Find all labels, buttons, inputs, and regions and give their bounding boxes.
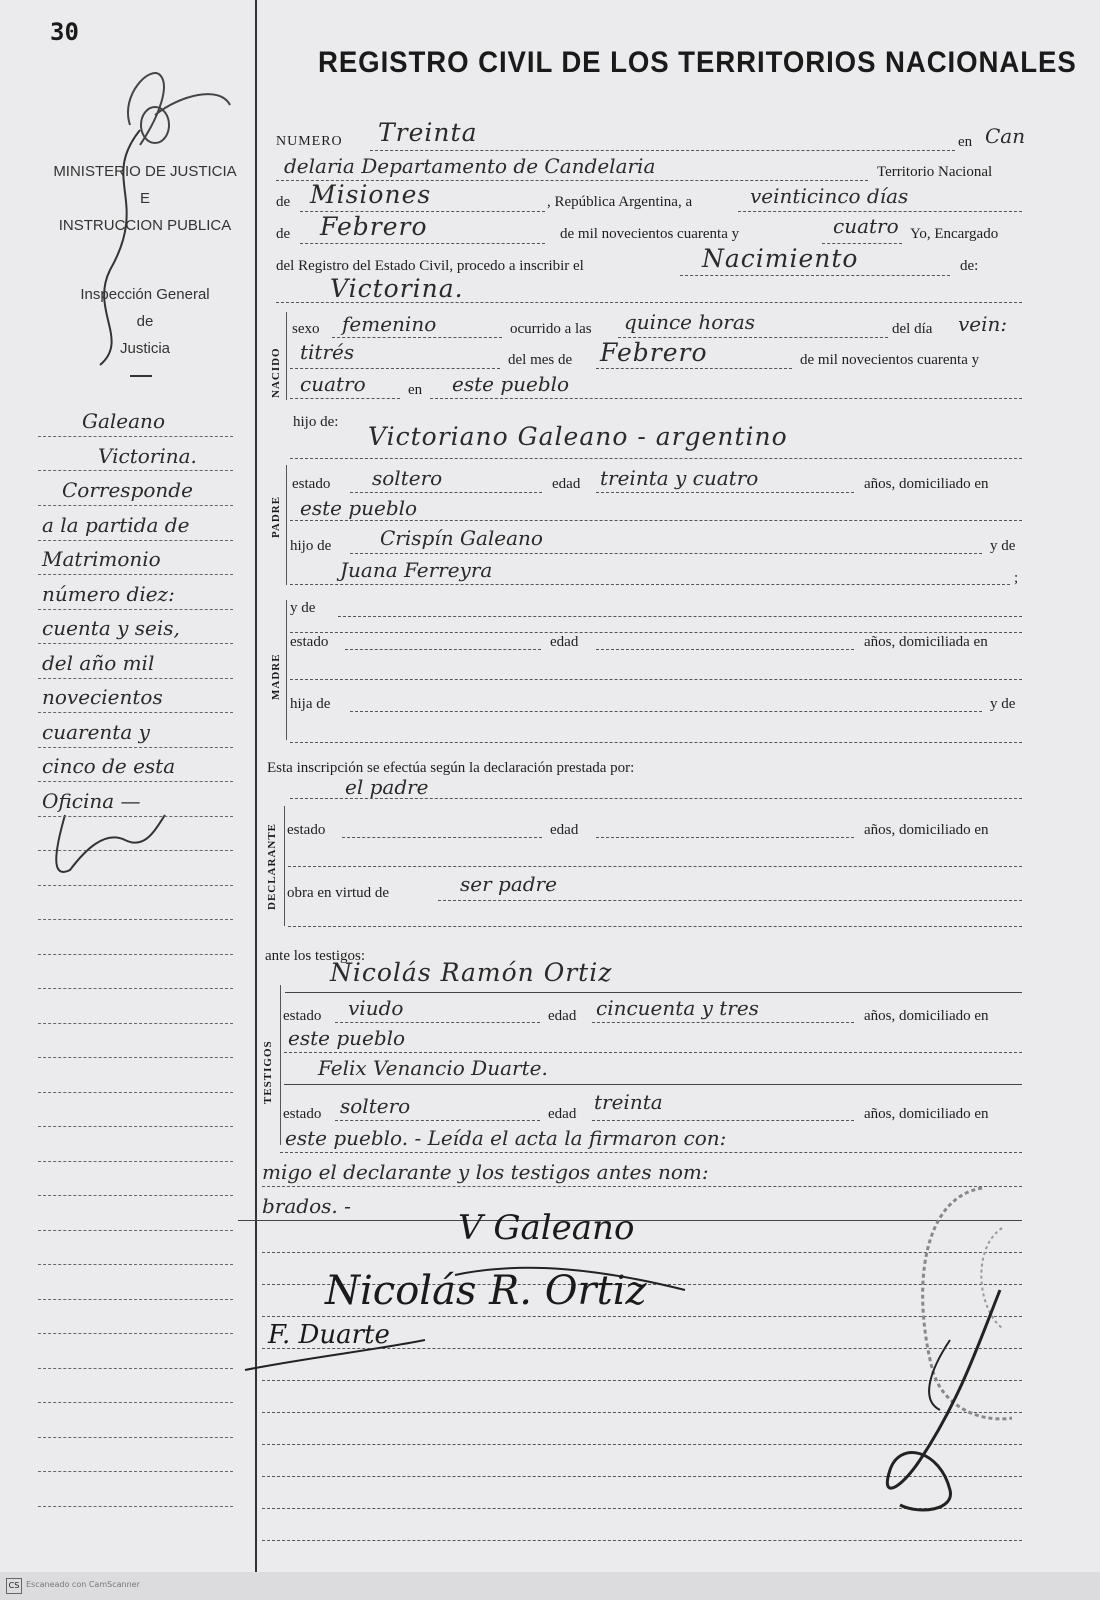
- margin-note-line: Galeano: [82, 409, 165, 433]
- registrar-signature-icon: [860, 1280, 1030, 1520]
- label-madre-anos: años, domiciliada en: [864, 634, 988, 650]
- label-del-dia: del día: [892, 321, 933, 337]
- label-del-registro: del Registro del Estado Civil, procedo a inscribir el: [276, 258, 584, 274]
- label-inscripcion: Esta inscripción se efectúa según la declaración prestada por:: [267, 760, 635, 776]
- value-t2-edad: treinta: [594, 1090, 663, 1114]
- label-en-lugar: en: [408, 382, 423, 398]
- value-obra: ser padre: [460, 872, 557, 896]
- label-de-2: de: [276, 226, 291, 242]
- ministry-line2: E: [139, 190, 150, 207]
- signature-flourish-icon: [225, 1230, 785, 1380]
- value-t1-estado: viudo: [348, 996, 404, 1020]
- section-label-madre: MADRE: [270, 653, 282, 700]
- value-padres: Victoriano Galeano - argentino: [368, 422, 788, 451]
- label-hijo-de-2: hijo de: [290, 538, 332, 554]
- value-mes: Febrero: [320, 212, 428, 241]
- label-t1-edad: edad: [548, 1008, 577, 1024]
- label-del-mes: del mes de: [508, 352, 573, 368]
- section-label-padre: PADRE: [270, 495, 282, 538]
- margin-note-line: cuarenta y: [42, 719, 150, 744]
- value-padre-edad: treinta y cuatro: [600, 466, 759, 490]
- label-hijo-de: hijo de:: [293, 414, 339, 430]
- margin-initials-icon: [45, 810, 175, 880]
- value-padre-estado: soltero: [372, 466, 443, 490]
- value-testigo-1: Nicolás Ramón Ortiz: [330, 958, 613, 987]
- section-label-nacido: NACIDO: [270, 347, 282, 398]
- label-declarante-edad: edad: [550, 822, 579, 838]
- page-title: REGISTRO CIVIL DE LOS TERRITORIOS NACIONALES: [318, 46, 1077, 79]
- label-madre-estado: estado: [290, 634, 329, 650]
- label-yo: Yo, Encargado: [910, 226, 999, 242]
- margin-note-line: a la partida de: [42, 512, 190, 537]
- value-t2-estado: soltero: [340, 1094, 411, 1118]
- ministry-line1: MINISTERIO DE JUSTICIA: [53, 163, 237, 180]
- scanner-logo-icon: CS: [6, 1578, 22, 1594]
- margin-note-line: Oficina —: [42, 788, 141, 813]
- signature-galeano: V Galeano: [458, 1208, 635, 1248]
- label-de-mil: de mil novecientos cuarenta y: [560, 226, 740, 242]
- label-de-1: de: [276, 194, 291, 210]
- scanner-footer-text: Escaneado con CamScanner: [26, 1580, 140, 1589]
- label-t1-anos: años, domiciliado en: [864, 1008, 989, 1024]
- section-label-testigos: TESTIGOS: [262, 1040, 274, 1104]
- stamp-rule: [130, 375, 152, 377]
- signature-duarte: F. Duarte: [268, 1320, 390, 1350]
- label-numero: NUMERO: [276, 134, 343, 149]
- margin-note-line: cinco de esta: [42, 754, 176, 778]
- value-acto: Nacimiento: [702, 244, 859, 273]
- value-territorio: Misiones: [310, 180, 432, 209]
- margin-note-line: Victorina.: [98, 443, 197, 468]
- label-padre-estado: estado: [292, 476, 331, 492]
- value-cierre-2: migo el declarante y los testigos antes nom:: [262, 1160, 709, 1184]
- value-numero: Treinta: [378, 118, 478, 147]
- label-republica: , República Argentina, a: [547, 194, 693, 210]
- ministry-line6: Justicia: [119, 340, 171, 357]
- margin-note: [42, 404, 242, 818]
- label-t1-estado: estado: [283, 1008, 322, 1024]
- label-de-colon: de:: [960, 258, 979, 274]
- label-hija-de: hija de: [290, 696, 331, 712]
- value-anio-nac: cuatro: [300, 372, 366, 396]
- ministry-line3: INSTRUCCION PUBLICA: [58, 217, 232, 234]
- label-sexo: sexo: [292, 321, 320, 337]
- value-cierre-3: brados. -: [262, 1194, 351, 1218]
- label-declarante-anos: años, domiciliado en: [864, 822, 989, 838]
- label-madre-y-de-2: y de: [990, 696, 1016, 712]
- value-nombre: Victorina.: [330, 274, 464, 303]
- value-en: Can: [985, 124, 1026, 148]
- margin-note-line: cuenta y seis,: [42, 616, 180, 640]
- section-label-declarante: DECLARANTE: [266, 822, 278, 910]
- label-padre-anos: años, domiciliado en: [864, 476, 989, 492]
- value-dia-nac: vein:: [958, 312, 1008, 336]
- ministry-line4: Inspección General: [80, 286, 210, 303]
- label-madre-y-de: y de: [290, 600, 316, 616]
- signature-ortiz: Nicolás R. Ortiz: [325, 1268, 647, 1314]
- value-dia-nac-2: titrés: [300, 340, 355, 364]
- label-declarante-estado: estado: [287, 822, 326, 838]
- label-territorio: Territorio Nacional: [877, 164, 993, 180]
- label-ante: ante los testigos:: [265, 948, 365, 964]
- value-departamento: delaria Departamento de Candelaria: [284, 154, 656, 178]
- value-t1-dom: este pueblo: [288, 1026, 406, 1050]
- value-anio: cuatro: [833, 214, 899, 238]
- value-testigo-2: Felix Venancio Duarte.: [318, 1056, 548, 1080]
- label-padre-edad: edad: [552, 476, 581, 492]
- value-abuela: Juana Ferreyra: [340, 558, 493, 582]
- margin-note-line: Corresponde: [62, 478, 193, 502]
- value-lugar: este pueblo: [452, 372, 570, 396]
- value-sexo: femenino: [342, 312, 437, 336]
- label-y-de: y de: [990, 538, 1016, 554]
- page-number: 30: [50, 18, 79, 46]
- margin-signature-icon: [80, 120, 170, 370]
- label-t2-anos: años, domiciliado en: [864, 1106, 989, 1122]
- value-hora: quince horas: [624, 310, 756, 334]
- scanner-footer: [0, 1572, 1100, 1600]
- value-mes-nac: Febrero: [600, 338, 708, 367]
- value-declarante: el padre: [345, 775, 429, 799]
- value-cierre-1: este pueblo. - Leída el acta la firmaron con:: [285, 1126, 727, 1150]
- margin-note-line: del año mil: [42, 650, 155, 675]
- margin-note-line: novecientos: [42, 685, 163, 709]
- ministry-line5: de: [136, 313, 154, 330]
- label-t2-estado: estado: [283, 1106, 322, 1122]
- label-de-mil-2: de mil novecientos cuarenta y: [800, 352, 980, 368]
- label-t2-edad: edad: [548, 1106, 577, 1122]
- margin-note-line: Matrimonio: [42, 547, 161, 571]
- value-padre-dom: este pueblo: [300, 496, 418, 520]
- label-madre-edad: edad: [550, 634, 579, 650]
- value-t1-edad: cincuenta y tres: [596, 996, 759, 1020]
- label-semicolon: ;: [1014, 570, 1019, 586]
- label-en: en: [958, 134, 973, 150]
- label-ocurrido: ocurrido a las: [510, 321, 592, 337]
- margin-note-line: número diez:: [42, 581, 175, 606]
- value-dia: veinticinco días: [750, 184, 909, 208]
- value-abuelo: Crispín Galeano: [380, 526, 543, 550]
- label-obra: obra en virtud de: [287, 885, 390, 901]
